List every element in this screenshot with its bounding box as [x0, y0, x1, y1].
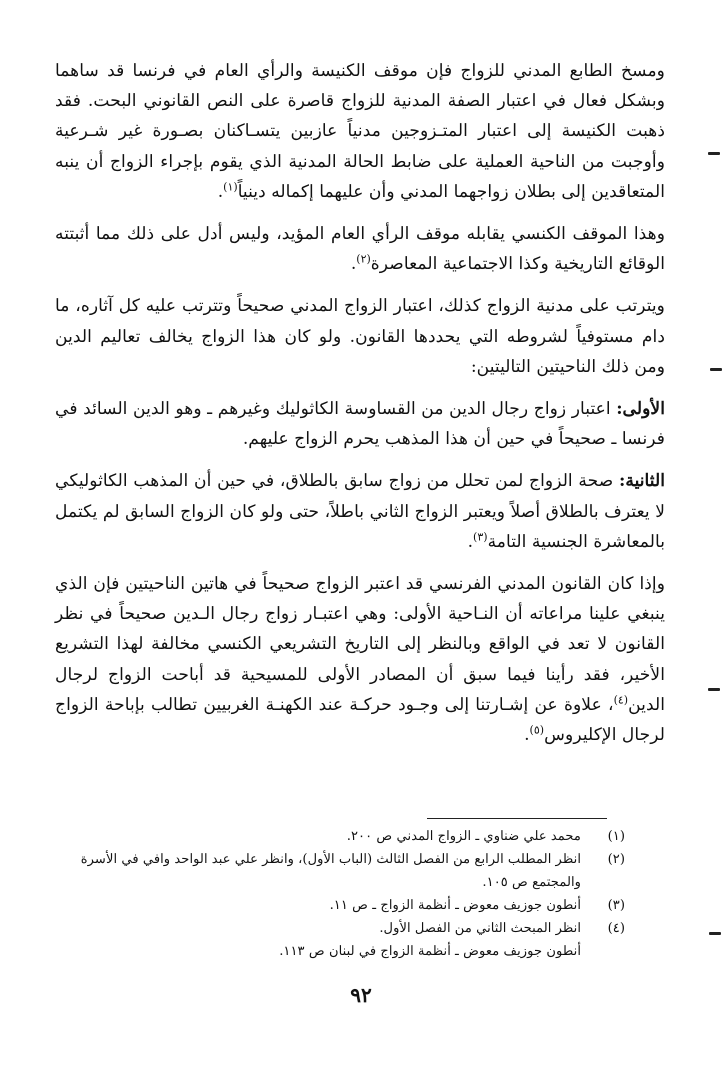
- footnote-ref-1: (١): [223, 180, 238, 194]
- footnote-ref-4: (٤): [613, 693, 629, 707]
- footnote-divider: [427, 818, 607, 819]
- main-text: [55, 56, 665, 762]
- footnote-item: (٣) أنطون جوزيف معوض ـ أنظمة الزواج ـ ص ١١.: [329, 898, 625, 913]
- footnote-item: أنطون جوزيف معوض ـ أنظمة الزواج في لبنان ص ١١٣.: [279, 944, 581, 959]
- scan-edge-mark: [710, 368, 722, 371]
- footnotes: [35, 825, 625, 963]
- footnote-item: (١) محمد علي ضناوي ـ الزواج المدني ص ٢٠٠.: [346, 829, 625, 844]
- scan-edge-mark: [708, 152, 720, 155]
- paragraph-1: ومسخ الطابع المدني للزواج فإن موقف الكنيسة والرأي العام في فرنسا قد ساهما وبشكل فعال في اعتبار الصفة المدنية للزواج قاصرة على النص القانوني البحت. فقد ذهبت الكنيسة إلى اعتبار المتـزوجين مدنياً عازبين يتسـاكنان بصـورة غير شـرعية وأوجبت من الناحية العملية على ضابط الحالة المدنية الذي يقوم بإجراء الزواج أن ينبه المتعاقدين إلى بطلان زواجهما المدني وأن عليهما إكماله دينياً$^{(١)}$.: [55, 61, 665, 202]
- paragraph-last: وإذا كان القانون المدني الفرنسي قد اعتبر الزواج صحيحاً في هاتين الناحيتين فإن الذي ينبغي علينا مراعاته أن النـاحية الأولى: وهي اعتبـار زواج رجال الـدين صحيحاً في نظر القانون لا تعد في الواقع وبالنظر إلى التاريخ التشريعي الكنسي مخالفة لهذا التشريع الأخير، فقد رأينا فيما سبق أن المصادر الأولى للمسيحية قد أباحت الزواج لرجال الدين$^{(٤)}$، علاوة عن إشـارتنا إلى وجـود حركـة عند الكهنـة الغربيين تطالب بإباحة الزواج لرجال الإكليروس$^{(٥)}$.: [55, 574, 665, 746]
- paragraph-2: وهذا الموقف الكنسي يقابله موقف الرأي العام المؤيد، وليس أدل على ذلك مما أثبتته الوقائع التاريخية وكذا الاجتماعية المعاصرة$^{(٢)}$.: [55, 224, 665, 275]
- page-number: ٩٢: [350, 983, 372, 1007]
- scan-edge-mark: [709, 932, 721, 935]
- footnote-ref-3: (٣): [473, 530, 488, 544]
- footnote-item: (٤) انظر المبحث الثاني من الفصل الأول.: [379, 921, 625, 936]
- paragraph-3: ويترتب على مدنية الزواج كذلك، اعتبار الزواج المدني صحيحاً وتترتب عليه كل آثاره، ما دام مستوفياً لشروطه التي يحددها القانون. ولو كان هذا الزواج يخالف تعاليم الدين ومن ذلك الناحيتين التاليتين:: [55, 296, 665, 377]
- footnote-ref-5: (٥): [529, 723, 545, 737]
- first-aspect-label: الأولى:: [616, 399, 665, 420]
- second-aspect-label: الثانية:: [619, 471, 665, 492]
- footnote-item: (٢) انظر المطلب الرابع من الفصل الثالث (الباب الأول)، وانظر علي عبد الواحد وافي في الأسرة والمجتمع ص ١٠٥.: [80, 852, 625, 890]
- footnote-ref-2: (٢): [356, 252, 371, 266]
- paragraph-second-aspect: الثانية: صحة الزواج لمن تحلل من زواج سابق بالطلاق، في حين أن المذهب الكاثوليكي لا يعترف بالطلاق أصلاً ويعتبر الزواج الثاني باطلاً، حتى ولو كان الزواج السابق لم يكتمل بالمعاشرة الجنسية التامة$^{(٣)}$.: [55, 471, 665, 552]
- scan-edge-mark: [708, 688, 720, 691]
- paragraph-first-aspect: الأولى: اعتبار زواج رجال الدين من القساوسة الكاثوليك وغيرهم ـ وهو الدين السائد في فرنسا ـ صحيحاً في حين أن هذا المذهب يحرم الزواج عليهم.: [55, 399, 665, 450]
